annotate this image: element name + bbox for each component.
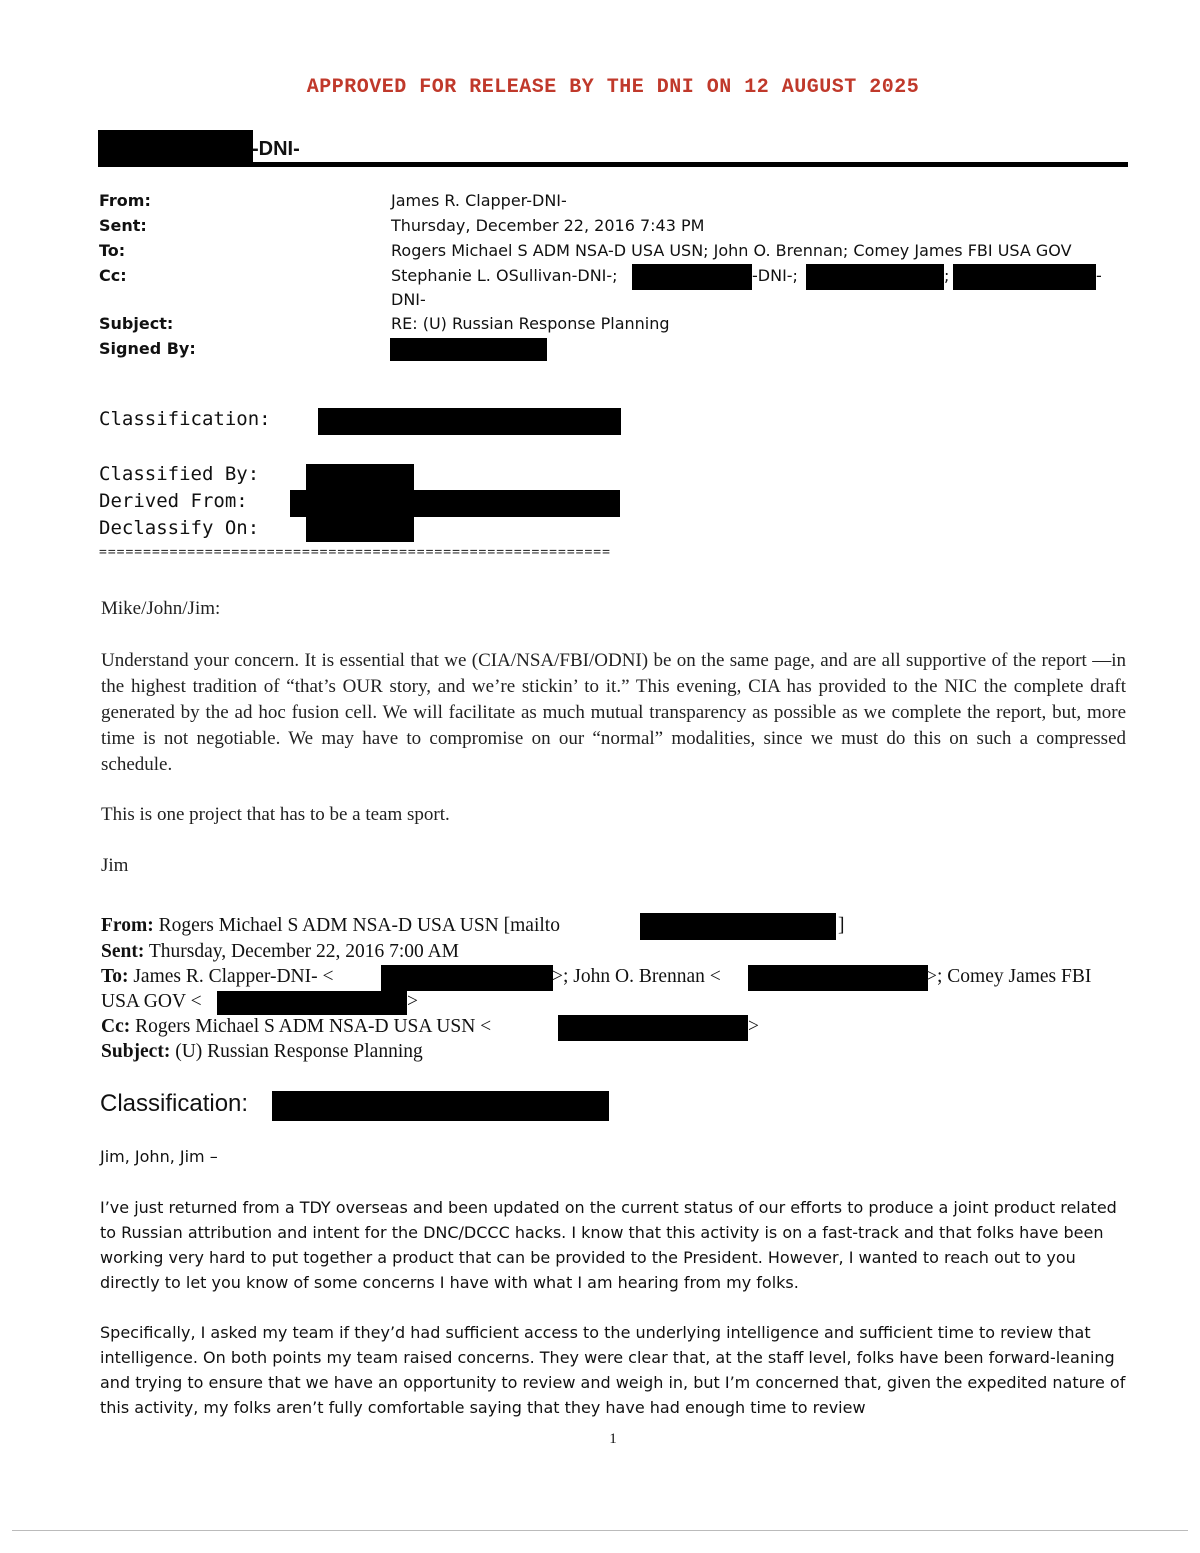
account-label: -DNI- bbox=[252, 138, 300, 160]
orig-classification-label: Classification: bbox=[100, 1090, 249, 1117]
cc-value-2: -DNI-; bbox=[752, 266, 798, 285]
derived-from-label: Derived From: bbox=[99, 490, 248, 512]
reply-body: Understand your concern. It is essential that we (CIA/NSA/FBI/ODNI) be on the same page, and are all supportive of the report —in the highest tradition of “that’s OUR story, and we’re stickin’ to it.” This evening, CIA has provided to the NIC the complete draft generated by the ad hoc fusion cell. We will facilitate as much mutual transparency as possible as we complete the report, but, more time is not negotiable. We may have to compromise on our “normal” modalities, since we must do this on such a compressed schedule. bbox=[101, 650, 1126, 775]
to-label: To: bbox=[99, 241, 126, 260]
sent-value: Thursday, December 22, 2016 7:43 PM bbox=[391, 216, 705, 235]
orig-from-value: Rogers Michael S ADM NSA-D USA USN [mailto bbox=[158, 915, 560, 936]
from-value: James R. Clapper-DNI- bbox=[391, 191, 567, 210]
classified-by-label: Classified By: bbox=[99, 463, 260, 485]
scan-edge-line bbox=[12, 1530, 1188, 1531]
orig-paragraph-2: Specifically, I asked my team if they’d had sufficient access to the underlying intelligence and sufficient time to review that intelligence. On both points my team raised concerns. They were clear that, at the staff level, folks have been forward-leaning and trying to ensure that we have an opportunity to review and weigh in, but I’m concerned that, given the expedited nature of this activity, my folks aren’t fully comfortable saying that they have had enough time to review bbox=[100, 1323, 1126, 1417]
orig-to-value-a: James R. Clapper-DNI- < bbox=[133, 966, 334, 987]
approval-banner: APPROVED FOR RELEASE BY THE DNI ON 12 AUGUST 2025 bbox=[306, 76, 920, 99]
redaction-block bbox=[953, 264, 1096, 290]
cc-value-line2: DNI- bbox=[391, 290, 426, 309]
from-label: From: bbox=[99, 191, 151, 210]
cc-value-1: Stephanie L. OSullivan-DNI-; bbox=[391, 266, 618, 285]
redaction-block bbox=[558, 1015, 748, 1041]
classification-label: Classification: bbox=[99, 408, 271, 430]
redaction-block bbox=[390, 338, 547, 361]
separator-line: ========================================================== bbox=[99, 545, 611, 560]
to-value: Rogers Michael S ADM NSA-D USA USN; John O. Brennan; Comey James FBI USA GOV bbox=[391, 241, 1072, 260]
orig-cc-end: > bbox=[748, 1016, 759, 1037]
orig-to-line bbox=[101, 966, 334, 988]
page-number: 1 bbox=[609, 1431, 617, 1447]
orig-subject-value: (U) Russian Response Planning bbox=[175, 1041, 423, 1062]
orig-cc-value: Rogers Michael S ADM NSA-D USA USN < bbox=[135, 1016, 492, 1037]
reply-greeting: Mike/John/Jim: bbox=[101, 598, 221, 619]
orig-greeting: Jim, John, Jim – bbox=[100, 1147, 218, 1166]
redaction-block bbox=[806, 264, 944, 290]
orig-to-value-c: >; Comey James FBI bbox=[926, 966, 1092, 987]
orig-to-line2-end: > bbox=[407, 991, 418, 1012]
orig-to-value-b: >; John O. Brennan < bbox=[552, 966, 721, 987]
orig-subject-line bbox=[101, 1041, 423, 1063]
redaction-block bbox=[640, 913, 836, 940]
orig-cc-label: Cc: bbox=[101, 1016, 131, 1037]
subject-value: RE: (U) Russian Response Planning bbox=[391, 314, 670, 333]
redaction-block bbox=[98, 130, 253, 164]
orig-paragraph-1: I’ve just returned from a TDY overseas and been updated on the current status of our efforts to produce a joint product related to Russian attribution and intent for the DNC/DCCC hacks. I know that this activity is on a fast-track and that folks have been working very hard to put together a product that can be provided to the President. However, I wanted to reach out to you directly to let you know of some concerns I have with what I am hearing from my folks. bbox=[100, 1198, 1117, 1292]
reply-team-line: This is one project that has to be a team sport. bbox=[101, 804, 450, 825]
orig-to-label: To: bbox=[101, 966, 129, 987]
orig-subject-label: Subject: bbox=[101, 1041, 171, 1062]
cc-value-3: ; bbox=[944, 266, 950, 285]
redaction-block bbox=[318, 408, 621, 435]
sent-label: Sent: bbox=[99, 216, 147, 235]
cc-label: Cc: bbox=[99, 266, 127, 285]
redaction-block bbox=[306, 464, 414, 490]
orig-to-line2: USA GOV < bbox=[101, 991, 202, 1012]
orig-from-line bbox=[101, 915, 560, 937]
orig-sent-label: Sent: bbox=[101, 941, 145, 962]
declassify-on-label: Declassify On: bbox=[99, 517, 260, 539]
cc-value-4: - bbox=[1096, 266, 1102, 285]
subject-label: Subject: bbox=[99, 314, 174, 333]
orig-cc-line bbox=[101, 1016, 491, 1038]
header-rule bbox=[98, 162, 1128, 167]
redaction-block bbox=[290, 490, 620, 517]
orig-from-label: From: bbox=[101, 915, 154, 936]
redaction-block bbox=[272, 1091, 609, 1121]
reply-signoff: Jim bbox=[101, 855, 129, 876]
orig-from-end: ] bbox=[838, 915, 845, 936]
redaction-block bbox=[381, 965, 553, 991]
signed-by-label: Signed By: bbox=[99, 339, 196, 358]
redaction-block bbox=[217, 991, 407, 1015]
orig-sent-line bbox=[101, 941, 459, 963]
redaction-block bbox=[748, 965, 928, 991]
orig-sent-value: Thursday, December 22, 2016 7:00 AM bbox=[148, 941, 460, 962]
redaction-block bbox=[632, 264, 752, 290]
redaction-block bbox=[306, 516, 414, 542]
